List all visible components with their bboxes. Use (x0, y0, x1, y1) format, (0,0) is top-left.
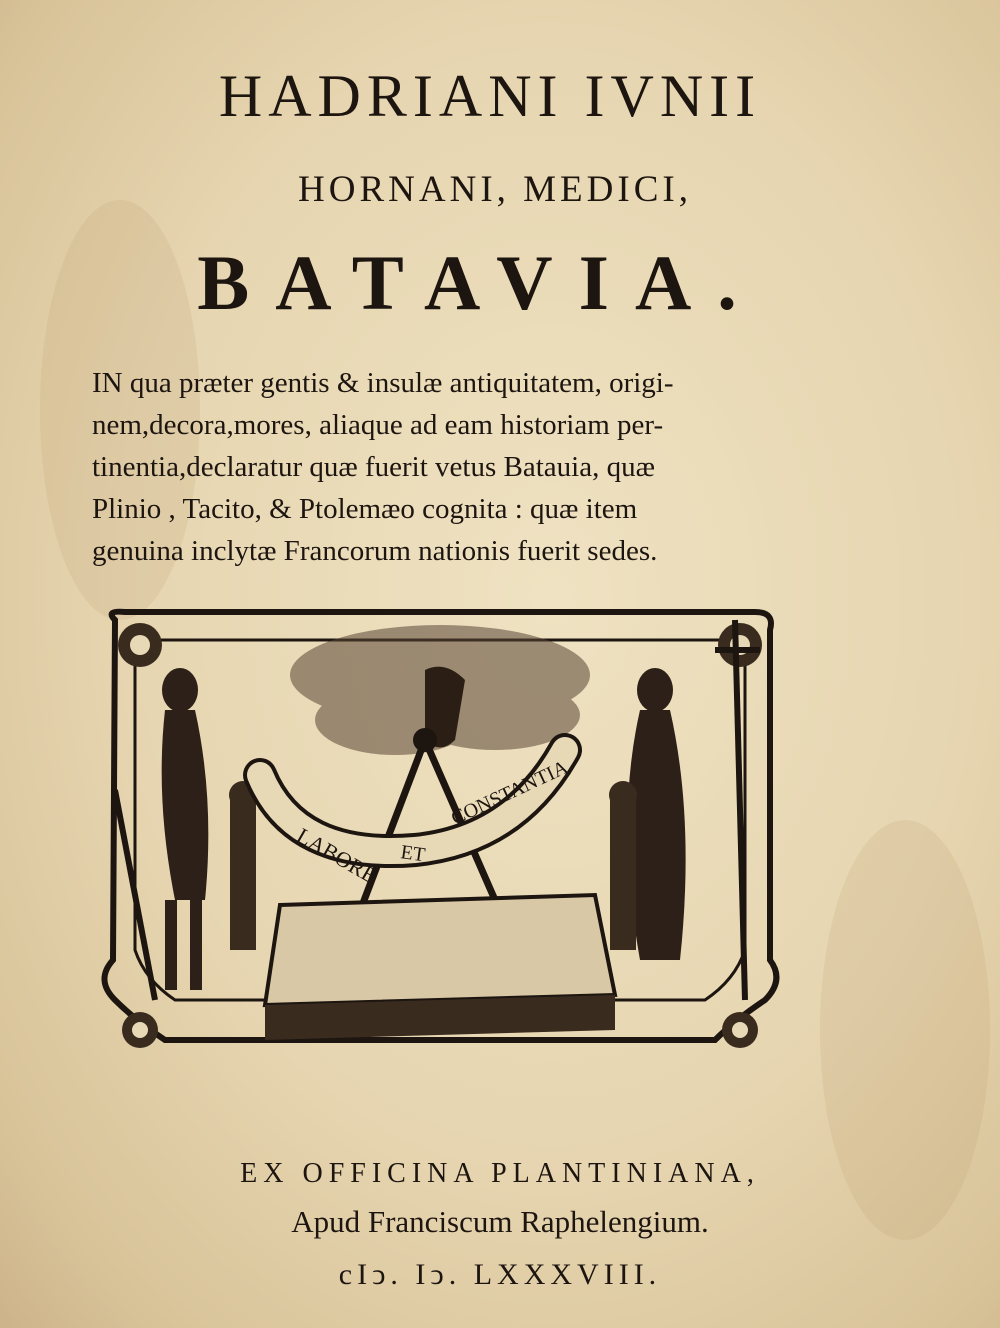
subtitle-block (92, 362, 812, 572)
motto-part: ET (399, 841, 427, 867)
imprint-printer: Apud Franciscum Raphelengium. (291, 1204, 709, 1239)
subtitle-line: nem,decora,mores, aliaque ad eam historiam per- (92, 409, 664, 441)
subtitle-line: genuina inclytæ Francorum nationis fuerit sedes. (92, 535, 658, 567)
subtitle-line: IN qua præter gentis & insulæ antiquitatem, origi- (92, 367, 674, 399)
motto-part: LABORE (292, 822, 382, 889)
author-line: HADRIANI IVNII (218, 63, 762, 129)
author-subline: HORNANI, MEDICI, (298, 169, 692, 210)
printer-device-woodcut (95, 600, 785, 1070)
motto-part: CONSTANTIA (447, 756, 572, 830)
imprint-year: cIↄ. Iↄ. LXXXVIII. (338, 1258, 662, 1291)
subtitle-line: Plinio , Tacito, & Ptolemæo cognita : quæ item (92, 493, 638, 525)
subtitle-line: tinentia,declaratur quæ fuerit vetus Batauia, quæ (92, 451, 655, 483)
imprint-officina: EX OFFICINA PLANTINIANA, (240, 1158, 760, 1189)
main-title: BATAVIA. (197, 239, 763, 326)
